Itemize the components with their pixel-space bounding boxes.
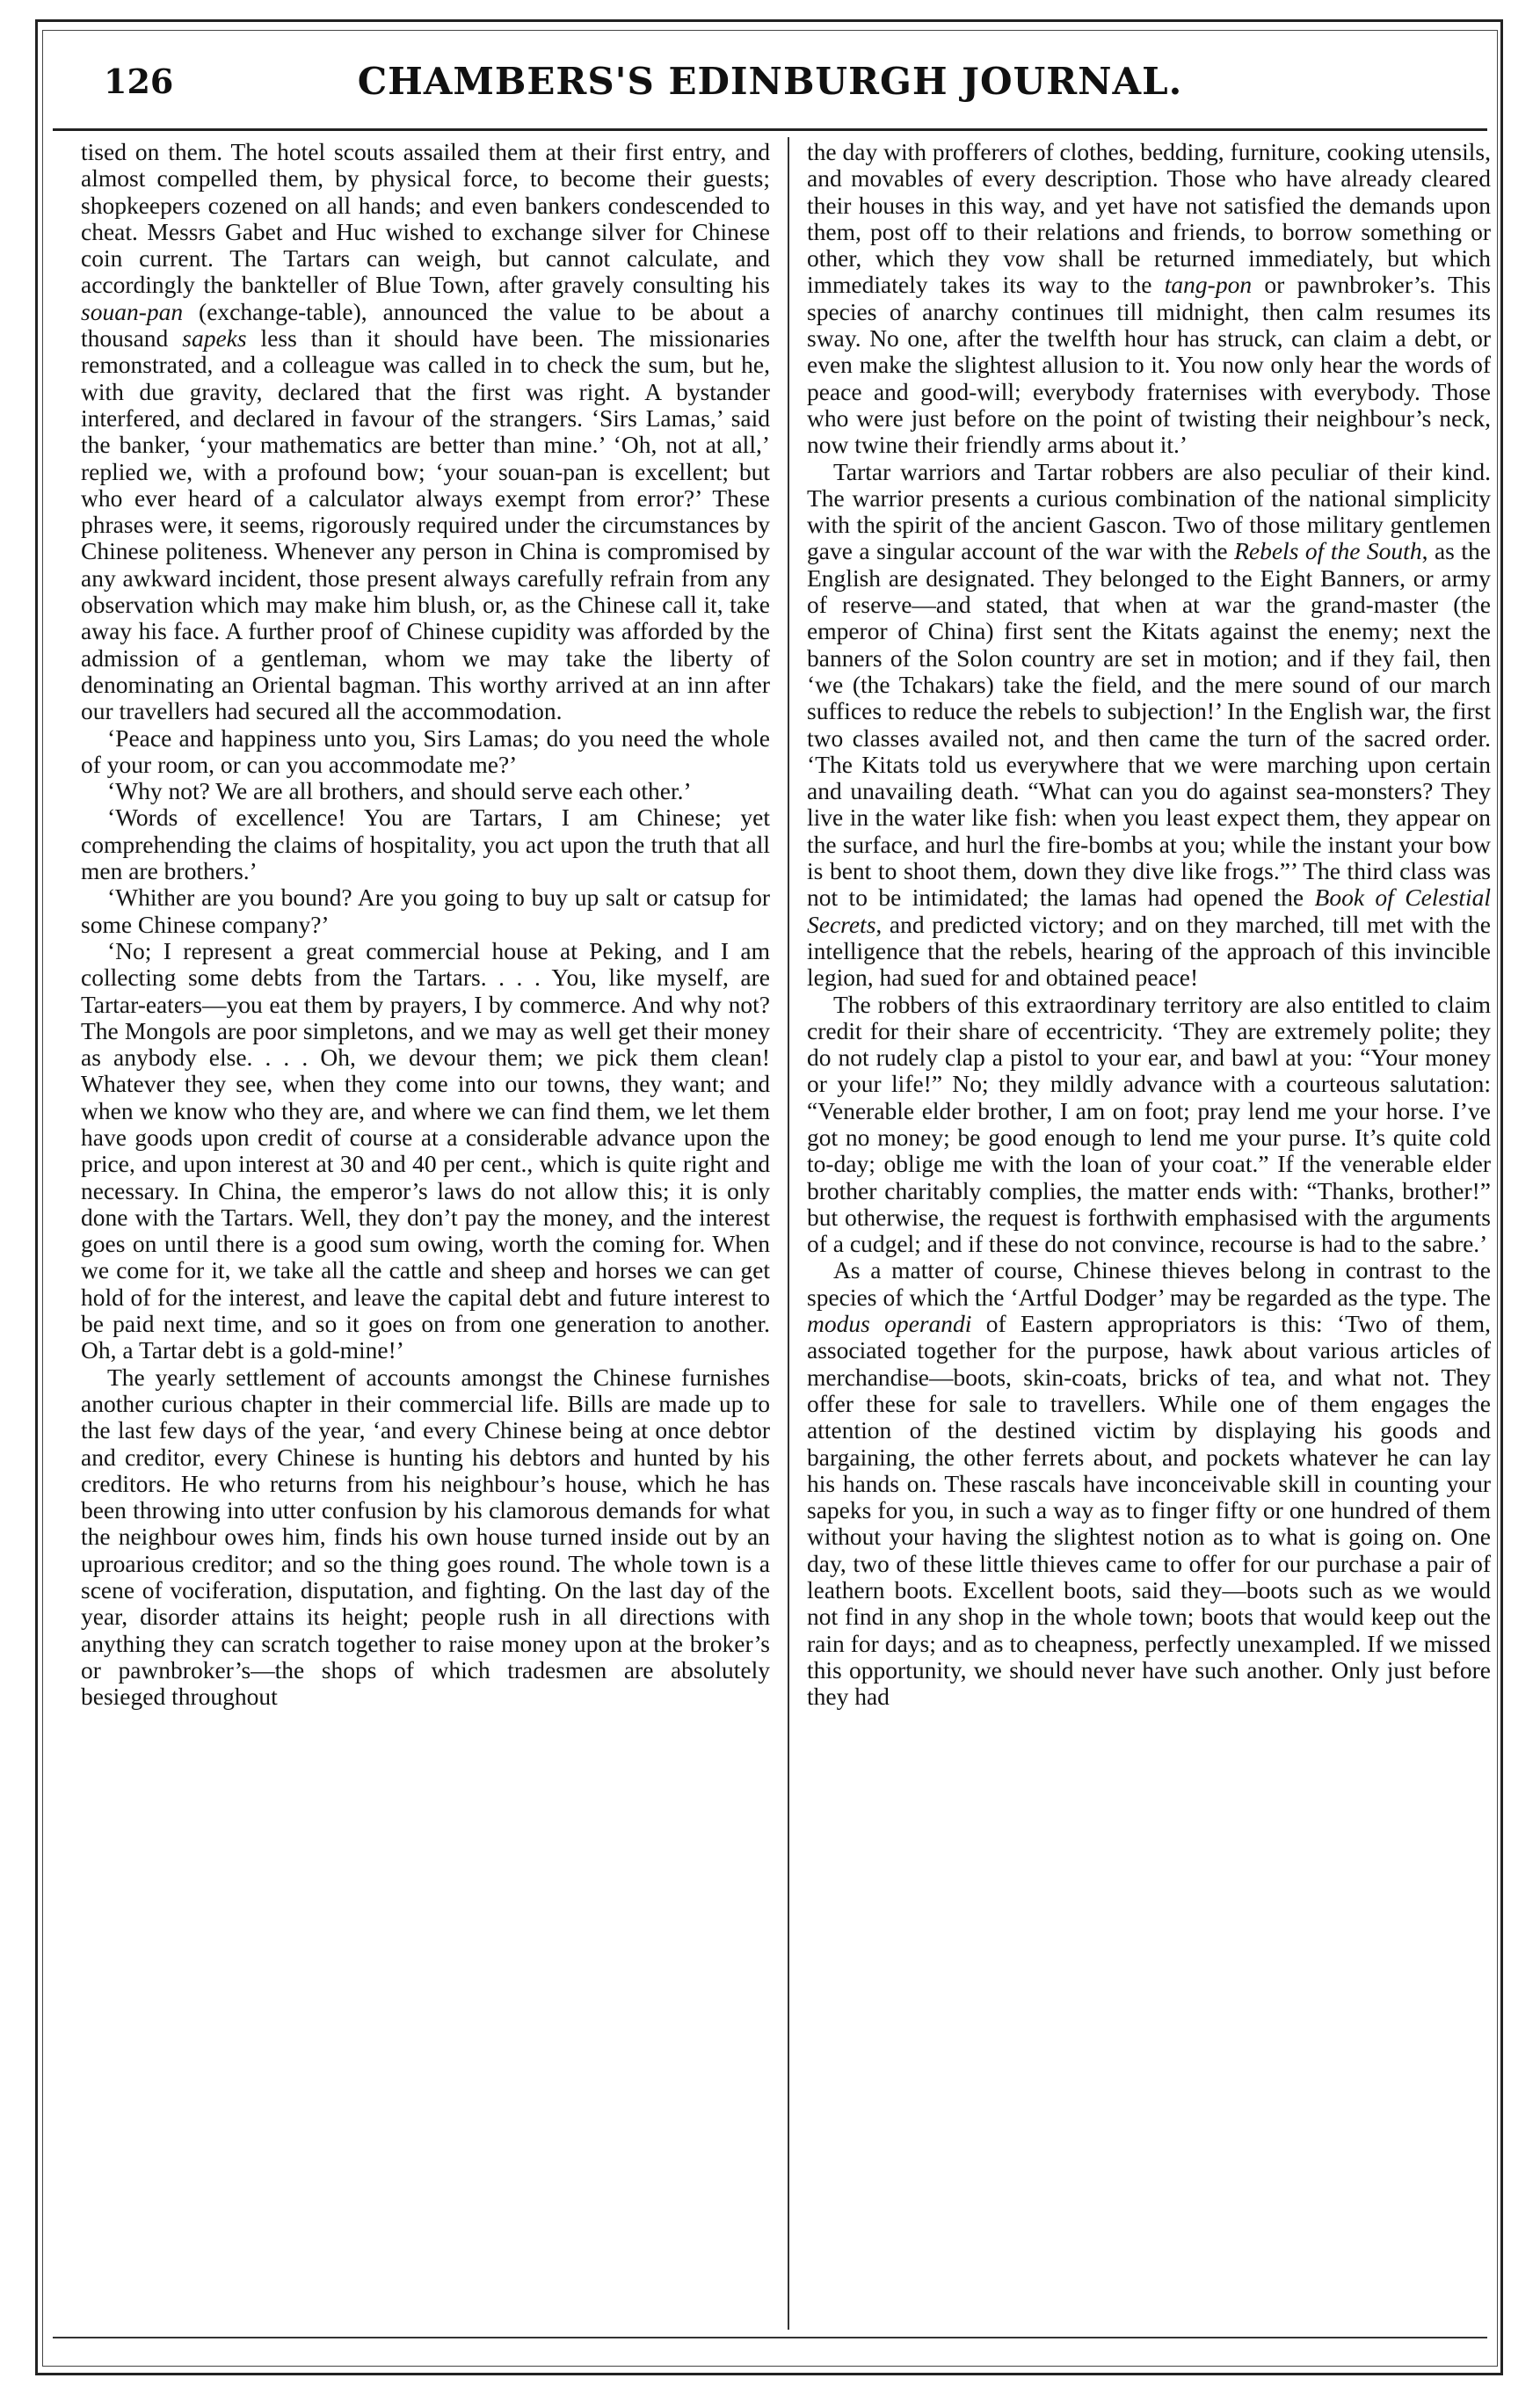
paragraph: The robbers of this extraordinary territory are also entitled to claim credit for their share of eccentricity. ‘They are extremely polite; they do not rudely clap a pistol to your ear, and bawl at you: “Your money or your life!” No; they mildly advance with a courteous salutation: “Venerable elder brother, I am on foot; pray lend me your horse. I’ve got no money; be good enough to lend me your purse. It’s quite cold to-day; oblige me with the loan of your coat.” If the venerable elder brother charitably complies, the matter ends with: “Thanks, brother!” but otherwise, the request is forthwith emphasised with the arguments of a cudgel; and if these do not convince, recourse is had to the sabre.’: [807, 990, 1491, 1258]
text-span: or pawnbroker’s. This species of anarchy continues till midnight, then calm resumes its sway. No one, after the twelfth hour has struck, can claim a debt, or even make the slightest allusion to it. You now only hear the words of peace and good-will; everybody fraternises with everybody. Those who were just before on the point of twisting their neighbour’s neck, now twine their friendly arms about it.’: [807, 271, 1491, 459]
italic-term: Book of Celestial Secrets: [807, 884, 1491, 938]
text-span: , and predicted victory; and on they marched, till met with the intelligence that the rebels, hearing of the approach of this invincible legion, had sued for and obtained peace!: [807, 910, 1491, 992]
column-divider: [788, 137, 789, 2330]
right-column: [807, 139, 1491, 2328]
paragraph: [81, 139, 770, 725]
paragraph: [807, 1257, 1491, 1710]
left-column: [81, 139, 770, 2328]
page-header: [53, 53, 1487, 127]
paragraph: [807, 459, 1491, 992]
paragraph: ‘No; I represent a great commercial house at Peking, and I am collecting some debts from the Tartars. . . . You, like myself, are Tartar-eaters—you eat them by prayers, I by commerce. And why not? The Mongols are poor simpletons, and we may as well get their money as anybody else. . . . Oh, we devour them; we pick them clean! Whatever they see, when they come into our towns, they want; and when we know who they are, and where we can find them, we let them have goods upon credit of course at a considerable advance upon the price, and upon interest at 30 and 40 per cent., which is quite right and necessary. In China, the emperor’s laws do not allow this; it is only done with the Tartars. Well, they don’t pay the money, and the interest goes on until there is a good sum owing, worth the coming for. When we come for it, we take all the cattle and sheep and horses we can get hold of for the interest, and leave the capital debt and future interest to be paid next time, and so it goes on from one generation to another. Oh, a Tartar debt is a gold-mine!’: [81, 936, 770, 1364]
paragraph: [807, 139, 1491, 459]
paragraph: The yearly settlement of accounts amongst the Chinese furnishes another curious chapter in their commercial life. Bills are made up to the last few days of the year, ‘and every Chinese being at once debtor and creditor, every Chinese is hunting his debtors and hunted by his creditors. He who returns from his neighbour’s house, which he has been throwing into utter confusion by his clamorous demands for what the neighbour owes him, finds his own house turned inside out by an uproarious creditor; and so the thing goes round. The whole town is a scene of vociferation, disputation, and fighting. On the last day of the year, disorder attains its height; people rush in all directions with anything they can scratch together to raise money upon at the broker’s or pawnbroker’s—the shops of which tradesmen are absolutely besieged throughout: [81, 1363, 770, 1711]
bottom-rule: [53, 2337, 1487, 2338]
paragraph: ‘Peace and happiness unto you, Sirs Lamas; do you need the whole of your room, or can you accommodate me?’: [81, 724, 770, 778]
text-span: tised on them. The hotel scouts assailed them at their first entry, and almost compelled them, by physical force, to become their guests; shopkeepers cozened on all hands; and even bankers condescended to cheat. Messrs Gabet and Huc wished to exchange silver for Chinese coin current. The Tartars can weigh, but cannot calculate, and accordingly the bankteller of Blue Town, after gravely consulting his: [81, 139, 770, 299]
italic-term: Rebels of the South: [1234, 537, 1422, 565]
italic-term: tang-pon: [1164, 271, 1253, 299]
text-span: the day with profferers of clothes, bedding, furniture, cooking utensils, and movables of every description. Those who have already cleared their houses in this way, and yet have not satisfied the demands upon them, post off to their relations and friends, to borrow something or other, which they vow shall be returned immediately, but which immediately takes its way to the: [807, 139, 1491, 299]
italic-term: sapeks: [182, 324, 247, 353]
paragraph: ‘Why not? We are all brothers, and should serve each other.’: [107, 777, 692, 805]
page-number: 126: [104, 62, 174, 101]
italic-term: modus operandi: [807, 1310, 972, 1338]
text-span: Tartar warriors and Tartar robbers are also peculiar of their kind. The warrior presents a curious combination of the national simplicity with the spirit of the ancient Gascon. Two of those military gentlemen gave a singular account of the war with the: [807, 457, 1491, 565]
text-span: of Eastern appropriators is this: ‘Two of them, associated together for the purpose, hawk about various articles of merchandise—boots, skin-coats, bricks of tea, and what not. They offer these for sale to travellers. While one of them engages the attention of the destined victim by displaying his goods and bargaining, the other ferrets about, and pockets whatever he can lay his hands on. These rascals have inconceivable skill in counting your sapeks for you, in such a way as to finger fifty or one hundred of them without your having the slightest notion as to what is going on. One day, two of these little thieves came to offer for our purchase a pair of leathern boots. Excellent boots, said they—boots such as we would not find in any shop in the whole town; boots that would keep out the rain for days; and as to cheapness, perfectly unexampled. If we missed this opportunity, we should never have such another. Only just before they had: [807, 1310, 1491, 1711]
text-span: less than it should have been. The missionaries remonstrated, and a colleague was called in to check the sum, but he, with due gravity, declared that the first was right. A bystander interfered, and declared in favour of the strangers. ‘Sirs Lamas,’ said the banker, ‘your mathematics are better than mine.’ ‘Oh, not at all,’ replied we, with a profound bow; ‘your souan-pan is excellent; but who ever heard of a calculator always exempt from error?’ These phrases were, it seems, rigorously required under the circumstances by Chinese politeness. Whenever any person in China is compromised by any awkward incident, those present always carefully refrain from any observation which may make him blush, or, as the Chinese call it, take away his face. A further proof of Chinese cupidity was afforded by the admission of a gentleman, whom we may take the liberty of denominating an Oriental bagman. This worthy arrived at an inn after our travellers had secured all the accommodation.: [81, 324, 770, 725]
text-span: (exchange-table), announced the value to be about a thousand: [81, 297, 770, 353]
text-span: , as the English are designated. They belonged to the Eight Banners, or army of reserve—and stated, that when at war the grand-master (the emperor of China) first sent the Kitats against the enemy; next the banners of the Solon country are set in motion; and if they fail, then ‘we (the Tchakars) take the field, and the mere sound of our march suffices to reduce the rebels to subjection!’ In the English war, the first two classes availed not, and then came the turn of the sacred order. ‘The Kitats told us everywhere that we were marching upon certain and unavailing death. “What can you do against sea-monsters? They live in the water like fish: when you least expect them, they appear on the surface, and hurl the fire-bombs at you; while the instant your bow is bent to shoot them, down they dive like frogs.”’ The third class was not to be intimidated; the lamas had opened the: [807, 537, 1491, 912]
text-span: As a matter of course, Chinese thieves belong in contrast to the species of which the ‘Artful Dodger’ may be regarded as the type. The: [807, 1256, 1491, 1311]
paragraph: ‘Words of excellence! You are Tartars, I am Chinese; yet comprehending the claims of hospitality, you act upon the truth that all men are brothers.’: [81, 804, 770, 885]
paragraph: ‘Whither are you bound? Are you going to buy up salt or catsup for some Chinese company?’: [81, 884, 770, 938]
italic-term: souan-pan: [81, 297, 184, 325]
journal-title: CHAMBERS'S EDINBURGH JOURNAL.: [357, 60, 1183, 103]
header-rule: [53, 128, 1487, 131]
